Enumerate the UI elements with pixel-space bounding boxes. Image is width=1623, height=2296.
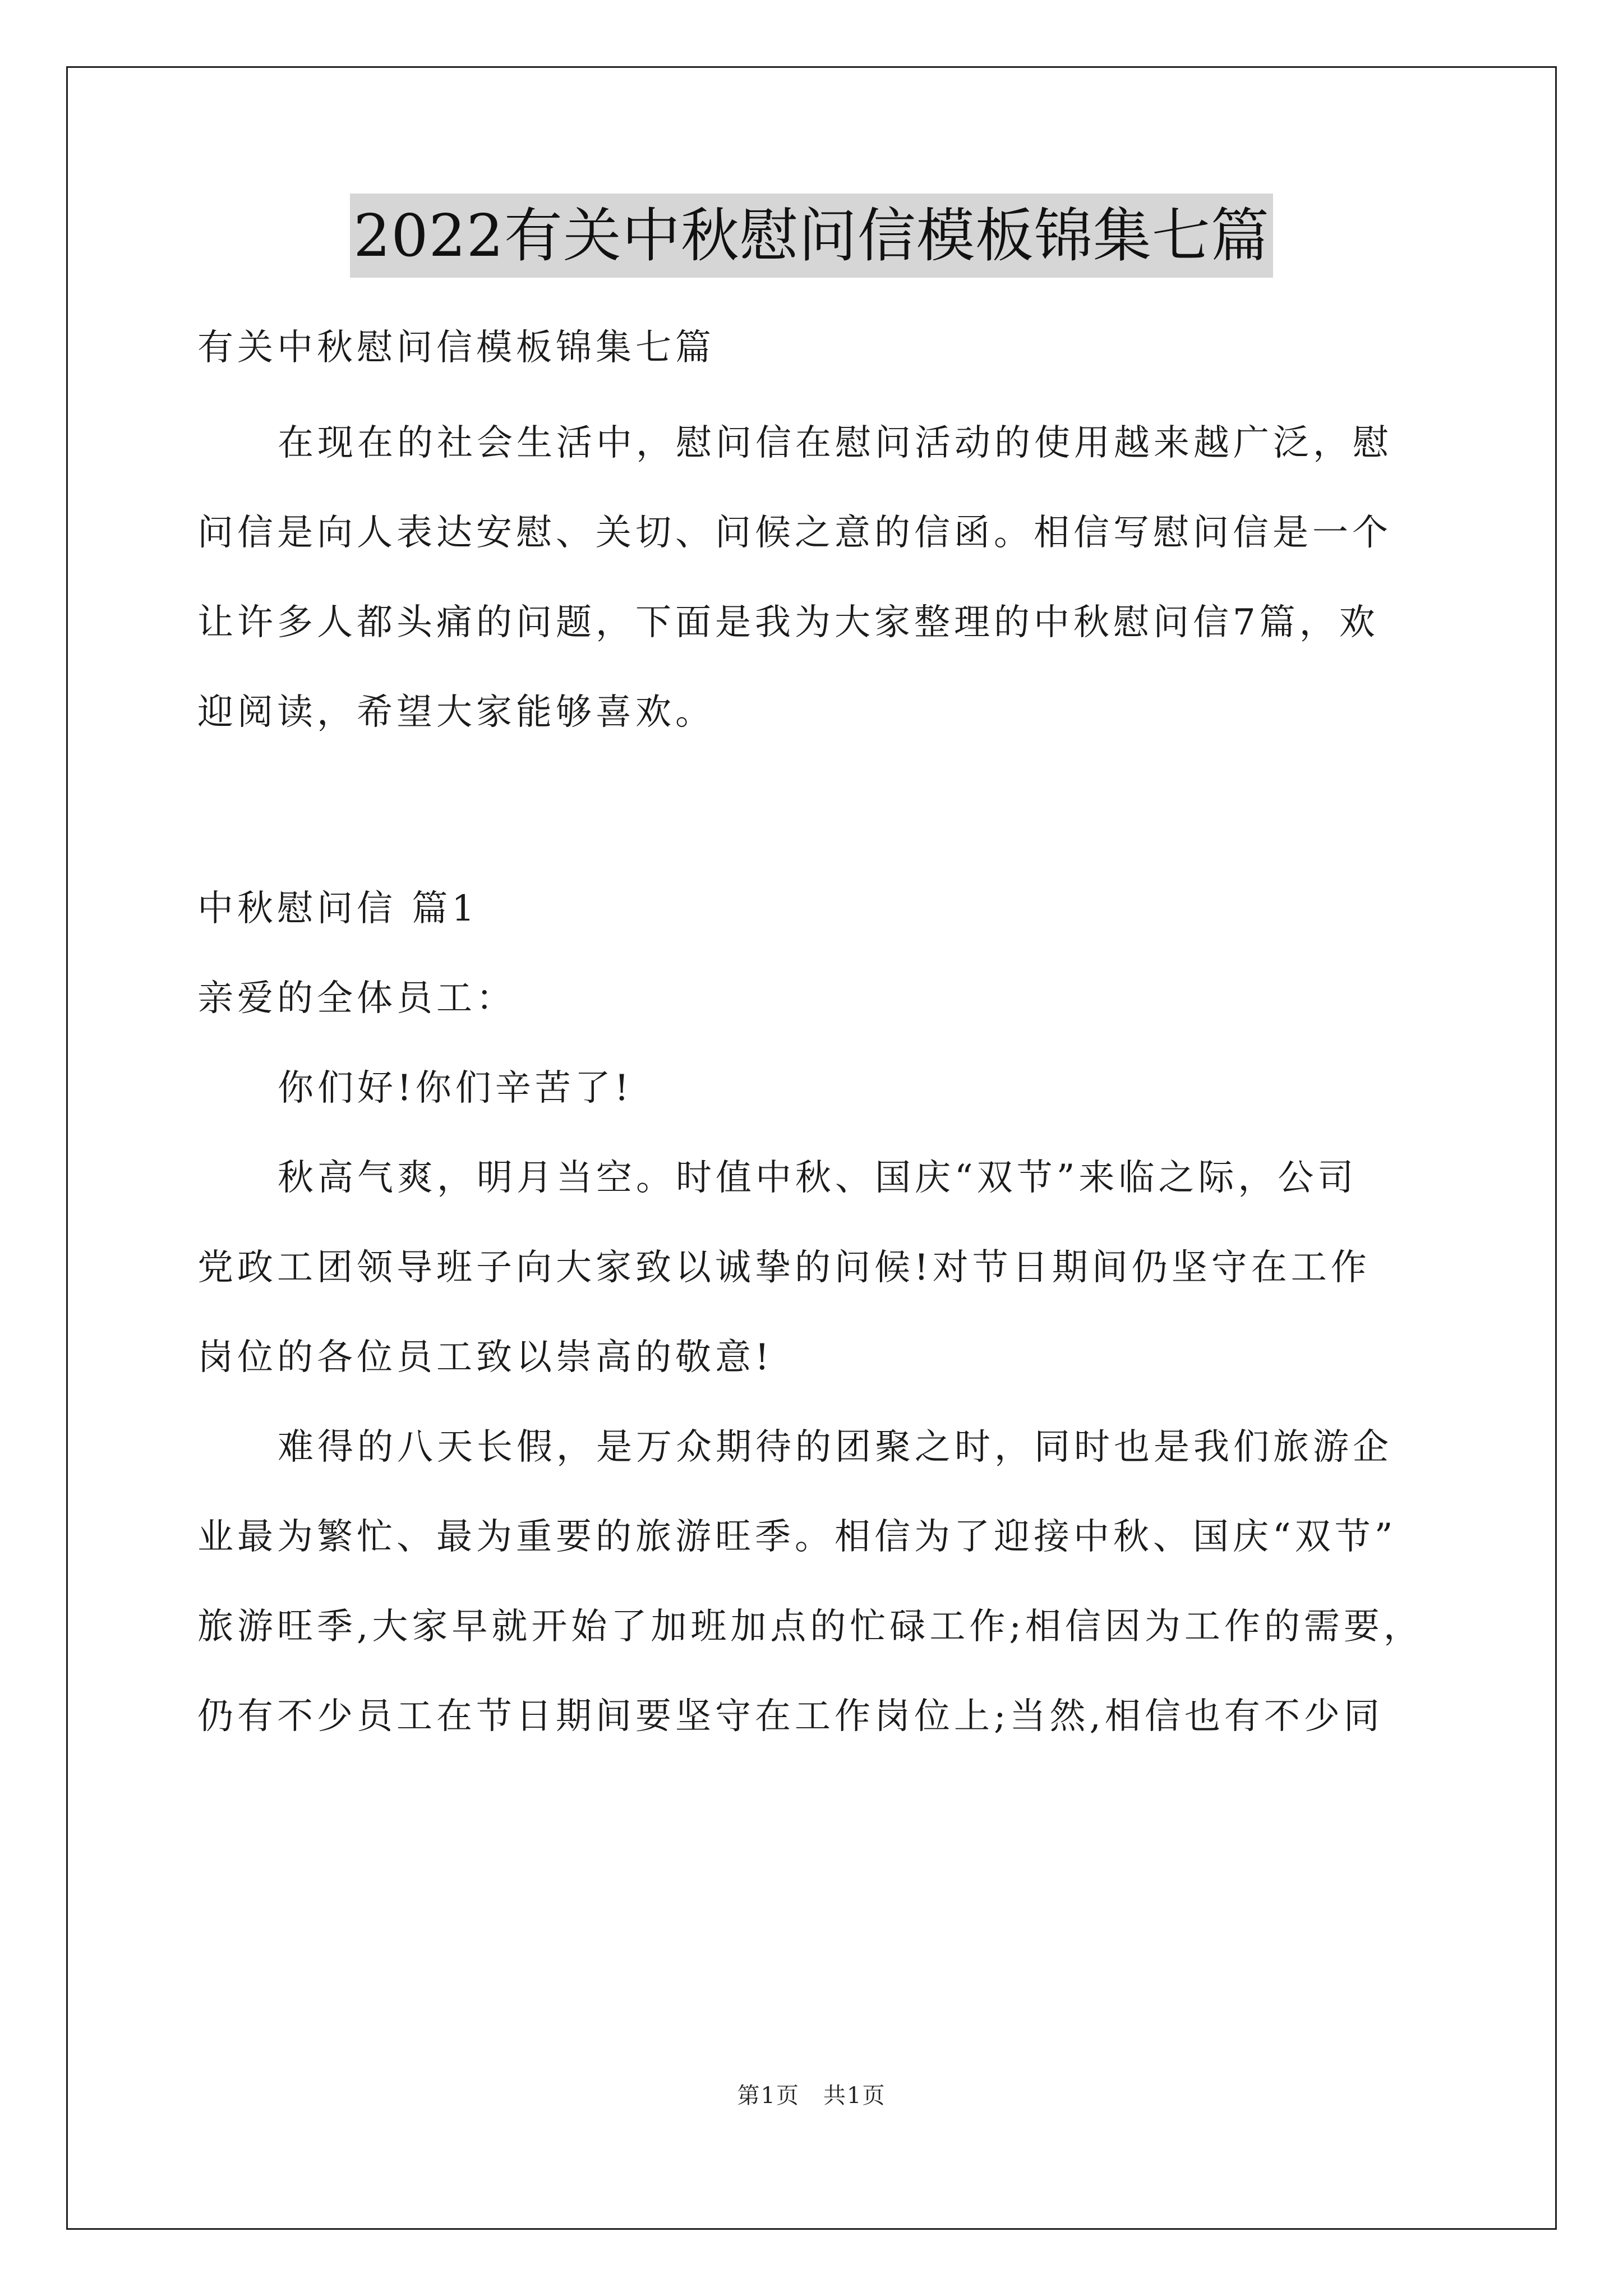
body-paragraph-line: 旅游旺季,大家早就开始了加班加点的忙碌工作;相信因为工作的需要，: [197, 1606, 1423, 1648]
salutation: 亲爱的全体员工：: [197, 978, 516, 1019]
greeting-line: 你们好!你们辛苦了!: [278, 1068, 633, 1109]
body-paragraph-line: 仍有不少员工在节日期间要坚守在工作岗位上;当然,相信也有不少同: [197, 1696, 1384, 1737]
body-paragraph-line: 难得的八天长假，是万众期待的团聚之时，同时也是我们旅游企: [278, 1427, 1393, 1468]
body-paragraph-line: 业最为繁忙、最为重要的旅游旺季。相信为了迎接中秋、国庆“双节”: [197, 1516, 1397, 1558]
body-paragraph-line: 党政工团领导班子向大家致以诚挚的问候!对节日期间仍坚守在工作: [197, 1247, 1371, 1289]
body-paragraph-line: 秋高气爽，明月当空。时值中秋、国庆“双节”来临之际，公司: [278, 1157, 1358, 1199]
section-gap: [197, 757, 1442, 864]
document-body: [197, 303, 1442, 1761]
intro-paragraph-line: 在现在的社会生活中，慰问信在慰问活动的使用越来越广泛，慰: [278, 422, 1393, 464]
subtitle-line: 有关中秋慰问信模板锦集七篇: [197, 327, 715, 369]
intro-paragraph-line: 问信是向人表达安慰、关切、问候之意的信函。相信写慰问信是一个: [197, 512, 1392, 554]
page-footer: 第1页 共1页: [737, 2083, 886, 2109]
title-container: [0, 194, 1623, 278]
body-paragraph-line: 岗位的各位员工致以崇高的敬意!: [197, 1337, 773, 1378]
document-title: 2022有关中秋慰问信模板锦集七篇: [350, 194, 1273, 278]
intro-paragraph-line: 让许多人都头痛的问题，下面是我为大家整理的中秋慰问信7篇，欢: [197, 602, 1379, 643]
section-heading: 中秋慰问信 篇1: [197, 888, 479, 930]
intro-paragraph-line: 迎阅读，希望大家能够喜欢。: [197, 692, 715, 733]
